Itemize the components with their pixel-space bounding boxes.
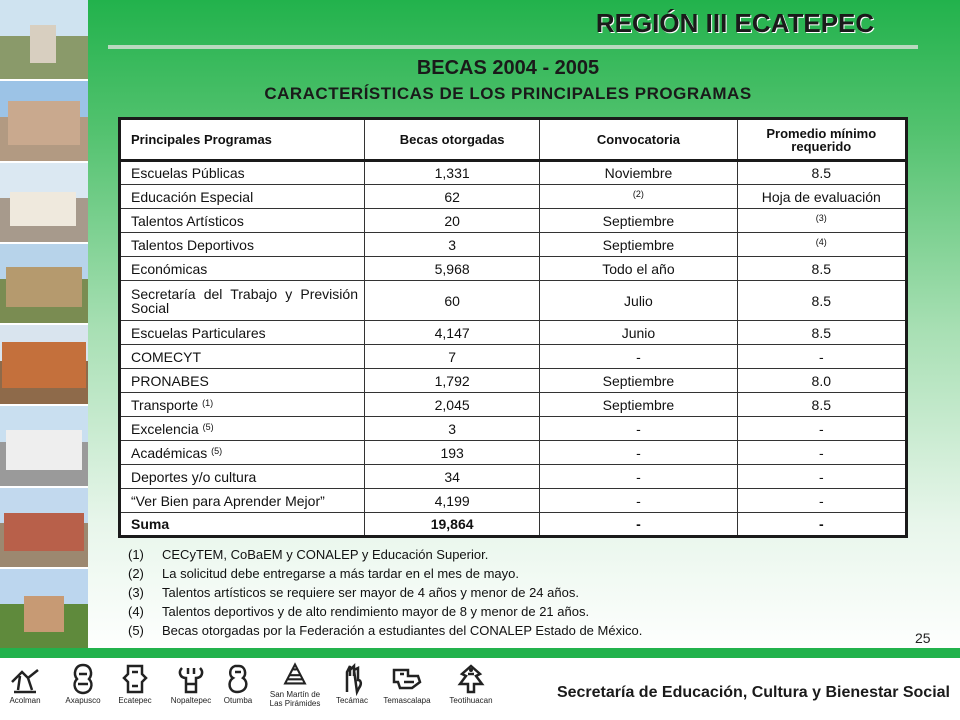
program-name: Transporte xyxy=(131,396,199,413)
footnote-number: (2) xyxy=(128,566,144,581)
footnote-number: (4) xyxy=(128,604,144,619)
footnote xyxy=(128,564,828,583)
convocatoria-value: - xyxy=(540,345,737,369)
table-row xyxy=(120,489,907,513)
footnote-ref: (3) xyxy=(815,212,827,223)
total-becas: 19,864 xyxy=(364,513,539,537)
promedio-value: 8.0 xyxy=(737,369,906,393)
footnote-ref: (5) xyxy=(211,445,223,456)
municipality-axapusco xyxy=(58,662,108,705)
table-row xyxy=(120,257,907,281)
program-name: Secretaría del Trabajo y Previsión Social xyxy=(120,281,365,321)
program-name: Excelencia xyxy=(131,420,199,437)
convocatoria-value: - xyxy=(540,465,737,489)
photo-aqueduct xyxy=(0,244,88,325)
footnotes xyxy=(128,545,828,640)
ecatepec-glyph-icon xyxy=(118,662,152,696)
footnote-ref: (2) xyxy=(632,188,644,199)
becas-count: 60 xyxy=(364,281,539,321)
promedio-value: 8.5 xyxy=(737,281,906,321)
teotihuacan-glyph-icon xyxy=(454,662,488,696)
municipality-teotihuacan xyxy=(442,662,500,705)
municipality-otumba xyxy=(218,662,258,705)
photo-plaza xyxy=(0,0,88,81)
footnote-text: Talentos artísticos se requiere ser mayor de 4 años y menor de 24 años. xyxy=(162,585,579,600)
becas-count: 62 xyxy=(364,185,539,209)
promedio-value: - xyxy=(737,489,906,513)
san-martin-glyph-icon xyxy=(280,662,310,690)
footnote-text: La solicitud debe entregarse a más tardar en el mes de mayo. xyxy=(162,566,519,581)
footnote-text: Becas otorgadas por la Federación a estudiantes del CONALEP Estado de México. xyxy=(162,623,643,638)
becas-count: 7 xyxy=(364,345,539,369)
table-row xyxy=(120,321,907,345)
photo-municipal-building xyxy=(0,406,88,487)
program-name: Talentos Artísticos xyxy=(120,209,365,233)
program-name: “Ver Bien para Aprender Mejor” xyxy=(120,489,365,513)
total-promedio: - xyxy=(737,513,906,537)
table-row xyxy=(120,369,907,393)
convocatoria-value: Julio xyxy=(540,281,737,321)
convocatoria-value: Septiembre xyxy=(540,233,737,257)
program-name: Educación Especial xyxy=(120,185,365,209)
convocatoria-value: Noviembre xyxy=(540,161,737,185)
region-title: REGIÓN III ECATEPEC xyxy=(595,8,875,38)
photo-strip xyxy=(0,0,88,650)
program-name: COMECYT xyxy=(120,345,365,369)
municipality-name: Axapusco xyxy=(65,696,101,705)
page-number: 25 xyxy=(915,630,931,646)
becas-count: 4,199 xyxy=(364,489,539,513)
program-name: Deportes y/o cultura xyxy=(120,465,365,489)
promedio-value: - xyxy=(737,441,906,465)
municipality-name: Teotihuacan xyxy=(449,696,493,705)
table-row xyxy=(120,417,907,441)
promedio-value: 8.5 xyxy=(737,257,906,281)
program-name-cell xyxy=(120,393,365,417)
promedio-value: Hoja de evaluación xyxy=(737,185,906,209)
becas-count: 3 xyxy=(364,233,539,257)
convocatoria-value: - xyxy=(540,489,737,513)
photo-church xyxy=(0,163,88,244)
table-row xyxy=(120,161,907,185)
axapusco-glyph-icon xyxy=(66,662,100,696)
municipality-nopaltepec xyxy=(164,662,218,705)
table-row xyxy=(120,185,907,209)
municipality-ecatepec xyxy=(112,662,158,705)
promedio-value: - xyxy=(737,417,906,441)
table-row xyxy=(120,465,907,489)
tecamac-glyph-icon xyxy=(335,662,369,696)
program-name: PRONABES xyxy=(120,369,365,393)
footnote-text: Talentos deportivos y de alto rendimiento mayor de 8 y menor de 21 años. xyxy=(162,604,590,619)
table-total-row xyxy=(120,513,907,537)
column-header-programas: Principales Programas xyxy=(120,119,365,161)
promedio-value: 8.5 xyxy=(737,161,906,185)
footnote-number: (3) xyxy=(128,585,144,600)
column-header-convocatoria: Convocatoria xyxy=(540,119,737,161)
footnote-text: CECyTEM, CoBaEM y CONALEP y Educación Superior. xyxy=(162,547,489,562)
convocatoria-value: Junio xyxy=(540,321,737,345)
table-row xyxy=(120,393,907,417)
promedio-value: 8.5 xyxy=(737,393,906,417)
total-label: Suma xyxy=(120,513,365,537)
becas-count: 5,968 xyxy=(364,257,539,281)
table-row xyxy=(120,281,907,321)
municipality-name-line2: Las Pirámides xyxy=(269,699,321,708)
organization-name: Secretaría de Educación, Cultura y Bienestar Social xyxy=(556,684,950,701)
promedio-value xyxy=(737,209,906,233)
convocatoria-value: Todo el año xyxy=(540,257,737,281)
footnote-ref: (4) xyxy=(815,236,827,247)
program-name: Escuelas Públicas xyxy=(120,161,365,185)
convocatoria-value: Septiembre xyxy=(540,209,737,233)
convocatoria-value: Septiembre xyxy=(540,393,737,417)
column-header-becas: Becas otorgadas xyxy=(364,119,539,161)
promedio-value: - xyxy=(737,345,906,369)
convocatoria-value: - xyxy=(540,417,737,441)
municipality-glyphs xyxy=(0,662,510,720)
page-title: BECAS 2004 - 2005 xyxy=(416,57,600,79)
header-divider xyxy=(108,45,918,49)
becas-count: 193 xyxy=(364,441,539,465)
otumba-glyph-icon xyxy=(221,662,255,696)
nopaltepec-glyph-icon xyxy=(174,662,208,696)
temascalapa-glyph-icon xyxy=(390,662,424,696)
becas-count: 34 xyxy=(364,465,539,489)
becas-count: 1,331 xyxy=(364,161,539,185)
municipality-temascalapa xyxy=(376,662,438,705)
photo-street xyxy=(0,81,88,162)
footnote xyxy=(128,602,828,621)
footer-divider xyxy=(0,648,960,658)
municipality-san-martin xyxy=(262,662,328,708)
becas-count: 1,792 xyxy=(364,369,539,393)
promedio-value xyxy=(737,233,906,257)
photo-flag-building xyxy=(0,488,88,569)
municipality-name: Acolman xyxy=(9,696,41,705)
municipality-name: Tecámac xyxy=(335,696,368,705)
convocatoria-value xyxy=(540,185,737,209)
program-name: Talentos Deportivos xyxy=(120,233,365,257)
becas-count: 4,147 xyxy=(364,321,539,345)
table-row xyxy=(120,233,907,257)
footnote xyxy=(128,545,828,564)
becas-count: 20 xyxy=(364,209,539,233)
acolman-glyph-icon xyxy=(8,662,42,696)
column-header-promedio: Promedio mínimo requerido xyxy=(737,119,906,161)
total-convocatoria: - xyxy=(540,513,737,537)
table-header-row xyxy=(120,119,907,161)
footnote-number: (5) xyxy=(128,623,144,638)
photo-arcade xyxy=(0,325,88,406)
program-name-cell xyxy=(120,441,365,465)
becas-count: 2,045 xyxy=(364,393,539,417)
program-name-cell xyxy=(120,417,365,441)
table-row xyxy=(120,345,907,369)
page-subtitle: CARACTERÍSTICAS DE LOS PRINCIPALES PROGRAMAS xyxy=(264,84,752,103)
municipality-tecamac xyxy=(332,662,372,705)
table-row xyxy=(120,209,907,233)
program-name: Económicas xyxy=(120,257,365,281)
municipality-name: Otumba xyxy=(223,696,253,705)
becas-count: 3 xyxy=(364,417,539,441)
footnote xyxy=(128,621,828,640)
municipality-name: Nopaltepec xyxy=(170,696,212,705)
convocatoria-value: - xyxy=(540,441,737,465)
photo-garden xyxy=(0,569,88,650)
municipality-name: Ecatepec xyxy=(118,696,152,705)
footnote-ref: (1) xyxy=(202,397,214,408)
promedio-value: 8.5 xyxy=(737,321,906,345)
program-name: Escuelas Particulares xyxy=(120,321,365,345)
municipality-name: San Martín de xyxy=(269,690,321,699)
municipality-acolman xyxy=(4,662,46,705)
footer xyxy=(0,658,960,720)
table-row xyxy=(120,441,907,465)
becas-table xyxy=(118,117,908,538)
footnote xyxy=(128,583,828,602)
footnote-ref: (5) xyxy=(202,421,214,432)
municipality-name: Temascalapa xyxy=(383,696,431,705)
footnote-number: (1) xyxy=(128,547,144,562)
convocatoria-value: Septiembre xyxy=(540,369,737,393)
program-name: Académicas xyxy=(131,444,208,461)
promedio-value: - xyxy=(737,465,906,489)
